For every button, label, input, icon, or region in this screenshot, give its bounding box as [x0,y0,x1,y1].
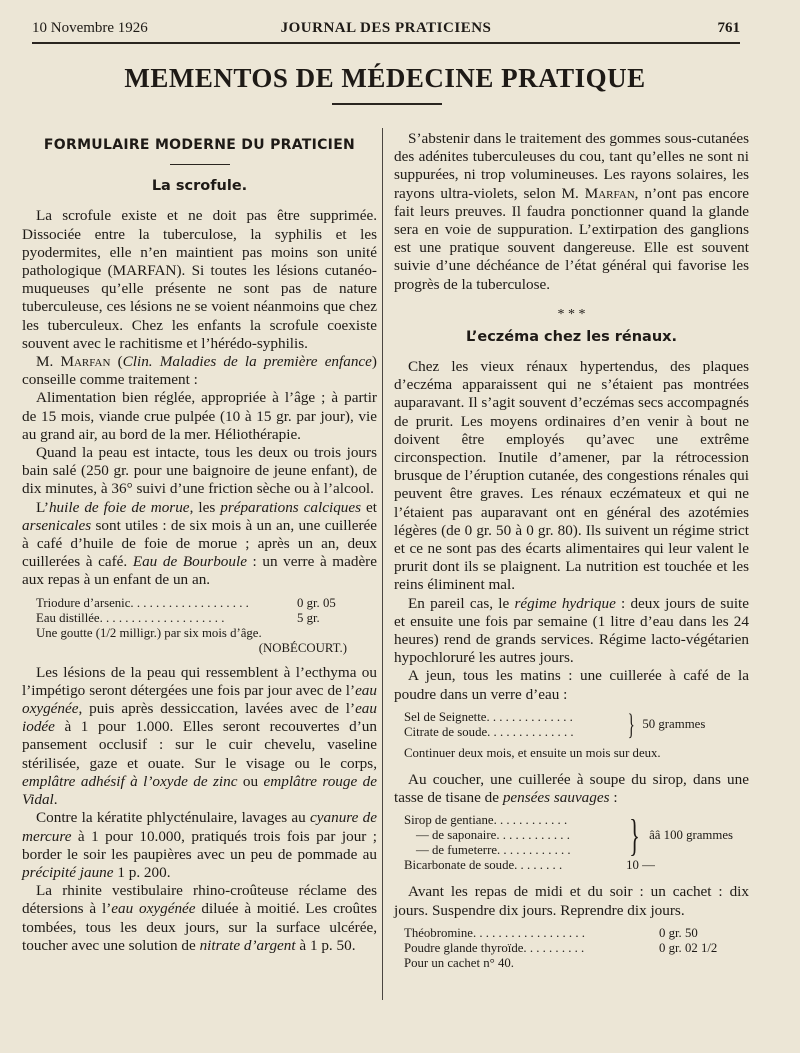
paragraph [22,882,377,955]
formula-ingredient: — de fumeterre [416,843,498,858]
text: 1 p. 200. [113,863,171,881]
formula-row [404,725,620,740]
paragraph: Avant les repas de midi et du soir : un cachet : dix jours. Suspendre dix jours. Reprendre dix jours. [394,883,749,919]
formula-row [404,843,620,858]
formula-row [404,926,749,941]
paragraph [22,664,377,810]
paragraph [394,595,749,668]
leader-dots: . . . . . . . . . . . . [493,813,568,828]
leader-dots: . . . . . . . . [514,858,563,873]
formula-theobromine [404,926,749,971]
text: à 1 pour 1.000. Elles seront recouvertes d’un pansement occlusif : sur le cuir chevelu, vaseline stérilisée, gaze et ouate. Sur le visage ou le corps, [22,718,377,772]
formula-row [404,813,620,828]
formula-row [404,858,749,873]
formula-note: Pour un cachet n° 40. [404,955,514,970]
formula-items [404,710,620,740]
brace-icon: } [627,707,635,741]
paragraph [22,809,377,882]
text: L’ [36,498,49,516]
text: à 1 p. 50. [295,936,356,954]
italic-term: précipité jaune [22,863,114,881]
text: à 1 pour 10.000, pratiqués trois fois par jour ; border le soir les paupières avec un peu de pommade au [22,827,377,863]
right-column [394,130,749,979]
italic-term: arsenicales [22,516,92,534]
italic-term: eau iodée [22,700,377,736]
formula-note: Continuer deux mois, et ensuite un mois sur deux. [404,745,661,760]
article-heading-eczema: L’eczéma chez les rénaux. [465,328,678,345]
column-divider [382,128,383,1000]
text: : deux jours de suite et ensuite une fois par semaine (1 litre d’eau dans les 24 heures) rend de grands services. Régime lacto-végétarien hypochloruré les autres jours. [394,594,749,667]
italic-term: emplâtre adhésif à l’oxyde de zinc [22,772,238,790]
italic-term: emplâtre rouge de Vidal [22,772,377,809]
section-asterism: * * * [557,306,586,322]
formula-ingredient: Sirop de gentiane [404,813,494,828]
text: et [361,498,378,516]
italic-term: eau oxygénée [111,900,196,918]
formula-row [404,941,749,956]
formula-arsenic [36,596,377,656]
formula-ingredient: Bicarbonate de soude [404,858,515,873]
italic-term: huile de foie de morue [48,498,190,516]
italic-term: cyanure de mercure [22,809,377,845]
running-header [32,18,740,44]
section-rule [170,164,230,165]
text: M. [36,353,61,371]
text: S’abstenir dans le traitement des gommes sous-cutanées des adénites tuberculeuses du cou, tant qu’elles ne sont ni suppurées, ni trop volumineuses. Les rayons solaires, les rayons ultra-violets, selon M. [394,130,749,202]
paragraph [394,771,749,807]
author-name: Marfan [60,353,111,371]
formula-ingredient: Poudre glande thyroïde [404,940,524,955]
leader-dots: . . . . . . . . . . . . [497,843,571,858]
formula-dose: 10 — [626,858,655,873]
italic-term: pensées sauvages [502,789,610,807]
paragraph: A jeun, tous les matins : une cuillerée à café de la poudre dans un verre d’eau : [394,667,749,703]
formula-author: (NOBÉCOURT.) [258,640,347,655]
text: . [53,791,58,809]
text: ( [110,353,123,371]
formula-row [404,828,620,843]
reference-title: Clin. Maladies de la première enfance [122,353,372,371]
formula-dose: 0 gr. 50 [659,925,698,940]
journal-name: JOURNAL DES PRATICIENS [280,20,492,36]
formula-dose: 0 gr. 02 1/2 [659,940,718,955]
leader-dots: . . . . . . . . . . . . . . [486,709,573,724]
formula-ingredient: Sel de Seignette [404,709,487,724]
paragraph [22,499,377,590]
formula-ingredient: Eau distillée [36,610,100,625]
formula-sirop [404,810,749,860]
italic-term: préparations calciques [220,498,362,516]
formula-dose: 0 gr. 05 [297,595,336,610]
formula-ingredient: Théobromine [404,925,473,940]
paragraph: Chez les vieux rénaux hypertendus, des plaques d’eczéma apparaissent qui ne s’étaient pas montrées auparavant. Il s’agit souvent d’eczémas secs accompagnés de prurit. Les moyens ordinaires d’en venir à bout ne doivent être employés qu’avec une extrême circonspection. Inutile d’amener, par la rétrocession brusque de l’éruption cutanée, des congestions rénales qui peuvent être graves. Les rénaux eczémateux et qui ne l’étaient pas auparavant ont en général des azotémies légères (de 0 gr. 50 à 0 gr. 80). Ils suivent un régime strict et ce ne sont pas des écarts alimentaires qui leur valent le prurit dont ils se plaignent. La nutrition est touchée et les reins éliminent mal. [394,358,749,594]
formula-note: Une goutte (1/2 milligr.) par six mois d’âge. [36,625,262,640]
leader-dots: . . . . . . . . . . . . . . [487,724,574,739]
formula-row [404,710,620,725]
text: En pareil cas, le [408,594,515,612]
formula-ingredient: Citrate de soude [404,724,488,739]
leader-dots: . . . . . . . . . . . . . . . . . . [472,925,585,940]
formula-dose: 5 gr. [297,610,320,625]
text: , n’ont pas encore fait leurs preuves. Il faudra ponctionner quand la glande sera en voie de suppuration. L’extirpation des ganglions est une pratique souvent dangereuse. Elle est souvent suivie d’une déchéance de l’état général qui favorise les progrès de la tuberculose. [394,184,749,293]
leader-dots: . . . . . . . . . . . . [496,828,570,843]
italic-term: eau oxygénée [22,681,377,718]
brace-icon: } [629,810,640,860]
author-name: Marfan [584,184,635,202]
page-number: 761 [717,20,740,36]
leader-dots: . . . . . . . . . . . . . . . . . . . . [99,610,225,625]
formula-dose: 50 grammes [642,717,706,732]
paragraph: La scrofule existe et ne doit pas être supprimée. Dissociée entre la tuberculose, la syphilis et les pyodermites, elle n’en maintient pas moins son unité pathologique (MARFAN). Si toutes les lésions cutanéo-muqueuses qu’elle présente ne sont pas de nature tuberculeuse, ces lésions ne se voient néanmoins que chez les tuberculeux. Chez les enfants la scrofule coexiste souvent avec le rachitisme et l’hérédo-syphilis. [22,207,377,352]
formula-sel-seignette [404,707,749,741]
text: , puis après dessiccation, lavées avec de l’ [78,700,356,718]
formula-row [36,596,377,611]
text: Au coucher, une cuillerée à soupe du sirop, dans une tasse de tisane de [394,770,749,807]
text: Contre la kératite phlycténulaire, lavages au [36,809,311,827]
italic-term: régime hydrique [514,594,616,612]
leader-dots: . . . . . . . . . . . . . . . . . . . [130,595,249,610]
issue-date: 10 Novembre 1926 [32,20,148,36]
text: diluée à moitié. Les croûtes tombées, tous les deux jours, sur la surface ulcérée, toucher avec une solution de [22,900,377,954]
left-column [22,128,377,955]
article-heading-scrofule: La scrofule. [151,178,248,195]
formula-row [36,611,377,626]
title-rule [332,103,442,105]
section-heading: FORMULAIRE MODERNE DU PRATICIEN [43,137,356,153]
text: ) conseille comme traitement : [22,353,377,389]
paragraph [394,130,749,294]
paragraph: Quand la peau est intacte, tous les deux ou trois jours bain salé (250 gr. pour une baignoire de jeune enfant), de dix minutes, à 36° suivi d’une friction sèche ou à l’alcool. [22,444,377,498]
italic-term: Eau de Bourboule [132,553,247,571]
text: ou [237,772,264,790]
text: Les lésions de la peau qui ressemblent à l’ecthyma ou l’impétigo seront détergées une fois par jour avec de l’ [22,663,377,699]
page-title: MEMENTOS DE MÉDECINE PRATIQUE [124,63,646,93]
text: sont utiles : de six mois à un an, une cuillerée à café d’huile de foie de morue ; après un an, deux cuillerées à café. [22,516,377,571]
formula-ingredient: — de saponaire [416,828,497,843]
paragraph: Alimentation bien réglée, appropriée à l’âge ; à partir de 15 mois, viande crue pulpée (10 à 15 gr. par jour), vie au grand air, au bord de la mer. Héliothérapie. [22,389,377,443]
text: : [609,789,618,807]
italic-term: nitrate d’argent [199,936,296,954]
paragraph [22,353,377,389]
leader-dots: . . . . . . . . . . [523,940,585,955]
text: : un verre à madère aux repas à un enfant de un an. [22,553,377,589]
text: , les [189,498,221,516]
text: La rhinite vestibulaire rhino-croûteuse réclame des détersions à l’ [22,882,377,918]
formula-ingredient: Triodure d’arsenic [36,595,131,610]
formula-dose: ââ 100 grammes [649,828,733,843]
formula-items [404,813,620,858]
